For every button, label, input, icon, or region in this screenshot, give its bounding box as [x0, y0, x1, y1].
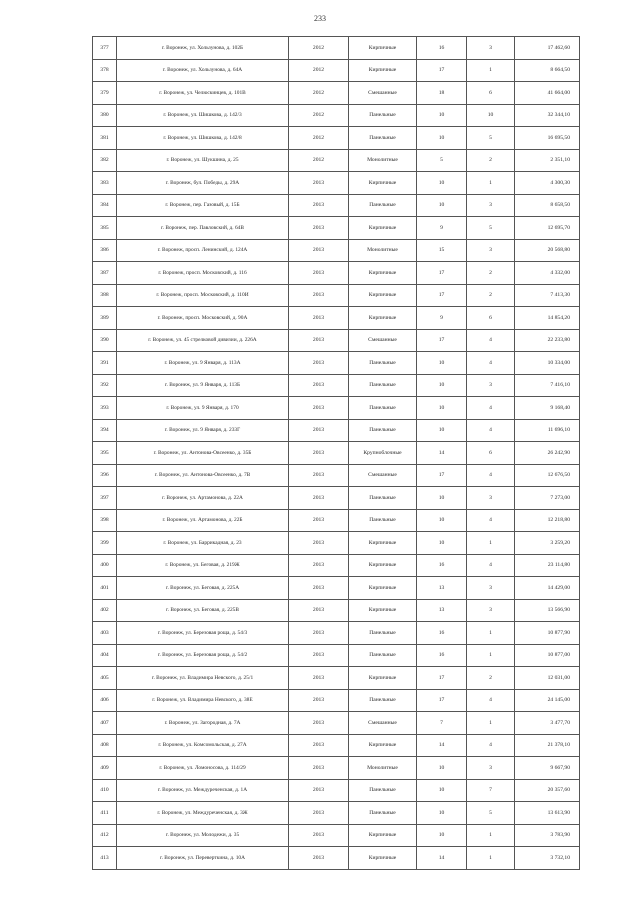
amount-cell: 2 351,10: [515, 149, 580, 172]
address-cell: г. Воронеж, ул. Переверткина, д. 10А: [117, 847, 289, 870]
entrances-cell: 3: [467, 374, 515, 397]
floors-cell: 15: [417, 239, 467, 262]
year-cell: 2013: [289, 442, 349, 465]
wall-material-cell: Кирпичные: [349, 577, 417, 600]
row-number-cell: 399: [93, 532, 117, 555]
entrances-cell: 4: [467, 419, 515, 442]
wall-material-cell: Панельные: [349, 397, 417, 420]
wall-material-cell: Смешанные: [349, 329, 417, 352]
row-number-cell: 380: [93, 104, 117, 127]
floors-cell: 17: [417, 464, 467, 487]
table-row: [93, 104, 580, 127]
table-row: [93, 532, 580, 555]
year-cell: 2013: [289, 464, 349, 487]
entrances-cell: 6: [467, 442, 515, 465]
address-cell: г. Воронеж, ул. Комсомольская, д. 27А: [117, 734, 289, 757]
amount-cell: 32 344,10: [515, 104, 580, 127]
floors-cell: 10: [417, 757, 467, 780]
amount-cell: 14 429,00: [515, 577, 580, 600]
wall-material-cell: Панельные: [349, 127, 417, 150]
amount-cell: 10 877,00: [515, 644, 580, 667]
address-cell: г. Воронеж, пер. Газовый, д. 15Б: [117, 194, 289, 217]
wall-material-cell: Панельные: [349, 622, 417, 645]
table-row: [93, 757, 580, 780]
amount-cell: 9 168,40: [515, 397, 580, 420]
address-cell: г. Воронеж, ул. Ломоносова, д. 114/29: [117, 757, 289, 780]
address-cell: г. Воронеж, ул. 9 Января, д. 113Б: [117, 374, 289, 397]
entrances-cell: 4: [467, 734, 515, 757]
table-row: [93, 59, 580, 82]
year-cell: 2013: [289, 734, 349, 757]
year-cell: 2013: [289, 847, 349, 870]
floors-cell: 16: [417, 554, 467, 577]
amount-cell: 24 145,00: [515, 689, 580, 712]
amount-cell: 4 332,00: [515, 262, 580, 285]
floors-cell: 10: [417, 509, 467, 532]
floors-cell: 10: [417, 779, 467, 802]
year-cell: 2013: [289, 284, 349, 307]
wall-material-cell: Монолитные: [349, 149, 417, 172]
entrances-cell: 4: [467, 464, 515, 487]
address-cell: г. Воронеж, ул. Междуреченская, д. 3Ж: [117, 802, 289, 825]
address-cell: г. Воронеж, просп. Московский, д. 110И: [117, 284, 289, 307]
table-row: [93, 374, 580, 397]
table-row: [93, 509, 580, 532]
address-cell: г. Воронеж, ул. 45 стрелковой дивизии, д. 226А: [117, 329, 289, 352]
row-number-cell: 409: [93, 757, 117, 780]
row-number-cell: 402: [93, 599, 117, 622]
address-cell: г. Воронеж, ул. Владимира Невского, д. 25/1: [117, 667, 289, 690]
table-row: [93, 644, 580, 667]
table-body: [93, 37, 580, 870]
floors-cell: 10: [417, 802, 467, 825]
year-cell: 2013: [289, 689, 349, 712]
row-number-cell: 389: [93, 307, 117, 330]
entrances-cell: 3: [467, 194, 515, 217]
table-row: [93, 284, 580, 307]
year-cell: 2013: [289, 757, 349, 780]
wall-material-cell: Панельные: [349, 689, 417, 712]
floors-cell: 10: [417, 532, 467, 555]
wall-material-cell: Кирпичные: [349, 172, 417, 195]
entrances-cell: 3: [467, 239, 515, 262]
address-cell: г. Воронеж, ул. Молодежи, д. 35: [117, 824, 289, 847]
year-cell: 2013: [289, 509, 349, 532]
floors-cell: 10: [417, 172, 467, 195]
year-cell: 2013: [289, 172, 349, 195]
amount-cell: 12 676,50: [515, 464, 580, 487]
year-cell: 2012: [289, 127, 349, 150]
year-cell: 2013: [289, 194, 349, 217]
entrances-cell: 3: [467, 37, 515, 60]
row-number-cell: 406: [93, 689, 117, 712]
floors-cell: 13: [417, 599, 467, 622]
amount-cell: 7 273,00: [515, 487, 580, 510]
entrances-cell: 1: [467, 712, 515, 735]
floors-cell: 16: [417, 644, 467, 667]
row-number-cell: 388: [93, 284, 117, 307]
wall-material-cell: Панельные: [349, 802, 417, 825]
wall-material-cell: Панельные: [349, 104, 417, 127]
row-number-cell: 408: [93, 734, 117, 757]
amount-cell: 3 783,90: [515, 824, 580, 847]
floors-cell: 17: [417, 59, 467, 82]
entrances-cell: 4: [467, 554, 515, 577]
table-row: [93, 487, 580, 510]
entrances-cell: 4: [467, 329, 515, 352]
amount-cell: 16 695,50: [515, 127, 580, 150]
wall-material-cell: Кирпичные: [349, 734, 417, 757]
entrances-cell: 7: [467, 779, 515, 802]
entrances-cell: 1: [467, 824, 515, 847]
row-number-cell: 382: [93, 149, 117, 172]
row-number-cell: 412: [93, 824, 117, 847]
row-number-cell: 397: [93, 487, 117, 510]
floors-cell: 10: [417, 419, 467, 442]
wall-material-cell: Кирпичные: [349, 532, 417, 555]
wall-material-cell: Кирпичные: [349, 217, 417, 240]
table-row: [93, 397, 580, 420]
entrances-cell: 1: [467, 172, 515, 195]
address-cell: г. Воронеж, ул. Хользунова, д. 64А: [117, 59, 289, 82]
row-number-cell: 381: [93, 127, 117, 150]
year-cell: 2013: [289, 644, 349, 667]
amount-cell: 13 566,90: [515, 599, 580, 622]
floors-cell: 5: [417, 149, 467, 172]
row-number-cell: 390: [93, 329, 117, 352]
year-cell: 2013: [289, 779, 349, 802]
row-number-cell: 413: [93, 847, 117, 870]
table-row: [93, 217, 580, 240]
address-cell: г. Воронеж, ул. Антонова-Овсеенко, д. 35Б: [117, 442, 289, 465]
row-number-cell: 392: [93, 374, 117, 397]
floors-cell: 10: [417, 397, 467, 420]
table-row: [93, 419, 580, 442]
entrances-cell: 1: [467, 532, 515, 555]
entrances-cell: 6: [467, 82, 515, 105]
amount-cell: 23 114,80: [515, 554, 580, 577]
floors-cell: 10: [417, 104, 467, 127]
table-row: [93, 847, 580, 870]
wall-material-cell: Кирпичные: [349, 59, 417, 82]
table-row: [93, 667, 580, 690]
entrances-cell: 5: [467, 802, 515, 825]
wall-material-cell: Кирпичные: [349, 847, 417, 870]
entrances-cell: 2: [467, 149, 515, 172]
table-row: [93, 689, 580, 712]
address-cell: г. Воронеж, ул. Шишкова, д. 142/3: [117, 104, 289, 127]
wall-material-cell: Панельные: [349, 509, 417, 532]
row-number-cell: 378: [93, 59, 117, 82]
wall-material-cell: Панельные: [349, 352, 417, 375]
wall-material-cell: Панельные: [349, 374, 417, 397]
page-number: 233: [314, 14, 326, 23]
row-number-cell: 401: [93, 577, 117, 600]
year-cell: 2013: [289, 667, 349, 690]
floors-cell: 13: [417, 577, 467, 600]
wall-material-cell: Панельные: [349, 644, 417, 667]
table-row: [93, 127, 580, 150]
address-cell: г. Воронеж, ул. Междуреченская, д. 1А: [117, 779, 289, 802]
address-cell: г. Воронеж, ул. Березовая роща, д. 54/2: [117, 644, 289, 667]
amount-cell: 4 300,30: [515, 172, 580, 195]
row-number-cell: 405: [93, 667, 117, 690]
row-number-cell: 404: [93, 644, 117, 667]
row-number-cell: 410: [93, 779, 117, 802]
floors-cell: 9: [417, 307, 467, 330]
row-number-cell: 386: [93, 239, 117, 262]
amount-cell: 7 416,10: [515, 374, 580, 397]
row-number-cell: 394: [93, 419, 117, 442]
amount-cell: 20 357,60: [515, 779, 580, 802]
address-cell: г. Воронеж, ул. Баррикадная, д. 23: [117, 532, 289, 555]
year-cell: 2013: [289, 307, 349, 330]
wall-material-cell: Панельные: [349, 779, 417, 802]
year-cell: 2012: [289, 149, 349, 172]
amount-cell: 8 664,50: [515, 59, 580, 82]
address-cell: г. Воронеж, ул. Артамонова, д. 22Б: [117, 509, 289, 532]
year-cell: 2012: [289, 59, 349, 82]
amount-cell: 8 658,50: [515, 194, 580, 217]
address-cell: г. Воронеж, просп. Московский, д. 116: [117, 262, 289, 285]
year-cell: 2013: [289, 239, 349, 262]
row-number-cell: 385: [93, 217, 117, 240]
floors-cell: 9: [417, 217, 467, 240]
year-cell: 2013: [289, 712, 349, 735]
wall-material-cell: Кирпичные: [349, 667, 417, 690]
address-cell: г. Воронеж, ул. Шишкова, д. 142/8: [117, 127, 289, 150]
table-row: [93, 329, 580, 352]
table-row: [93, 577, 580, 600]
table-row: [93, 442, 580, 465]
floors-cell: 7: [417, 712, 467, 735]
year-cell: 2013: [289, 802, 349, 825]
row-number-cell: 377: [93, 37, 117, 60]
year-cell: 2013: [289, 397, 349, 420]
amount-cell: 14 854,20: [515, 307, 580, 330]
year-cell: 2012: [289, 82, 349, 105]
wall-material-cell: Кирпичные: [349, 307, 417, 330]
table-row: [93, 239, 580, 262]
table-row: [93, 599, 580, 622]
entrances-cell: 5: [467, 127, 515, 150]
floors-cell: 10: [417, 824, 467, 847]
floors-cell: 10: [417, 487, 467, 510]
table-row: [93, 149, 580, 172]
wall-material-cell: Смешанные: [349, 712, 417, 735]
amount-cell: 3 732,10: [515, 847, 580, 870]
floors-cell: 17: [417, 284, 467, 307]
floors-cell: 10: [417, 194, 467, 217]
floors-cell: 14: [417, 442, 467, 465]
entrances-cell: 2: [467, 667, 515, 690]
year-cell: 2013: [289, 217, 349, 240]
floors-cell: 17: [417, 329, 467, 352]
entrances-cell: 1: [467, 59, 515, 82]
wall-material-cell: Кирпичные: [349, 262, 417, 285]
address-cell: г. Воронеж, просп. Ленинский, д. 124А: [117, 239, 289, 262]
address-cell: г. Воронеж, ул. Беговая, д. 225А: [117, 577, 289, 600]
entrances-cell: 6: [467, 307, 515, 330]
entrances-cell: 3: [467, 599, 515, 622]
entrances-cell: 1: [467, 644, 515, 667]
amount-cell: 26 242,90: [515, 442, 580, 465]
address-cell: г. Воронеж, ул. Антонова-Овсеенко, д. 7В: [117, 464, 289, 487]
entrances-cell: 1: [467, 847, 515, 870]
amount-cell: 21 378,10: [515, 734, 580, 757]
address-cell: г. Воронеж, ул. 9 Января, д. 113А: [117, 352, 289, 375]
floors-cell: 10: [417, 127, 467, 150]
entrances-cell: 5: [467, 217, 515, 240]
floors-cell: 16: [417, 622, 467, 645]
row-number-cell: 387: [93, 262, 117, 285]
amount-cell: 7 413,30: [515, 284, 580, 307]
year-cell: 2013: [289, 554, 349, 577]
year-cell: 2013: [289, 487, 349, 510]
wall-material-cell: Кирпичные: [349, 284, 417, 307]
amount-cell: 17 462,60: [515, 37, 580, 60]
entrances-cell: 3: [467, 577, 515, 600]
floors-cell: 17: [417, 689, 467, 712]
entrances-cell: 4: [467, 352, 515, 375]
address-cell: г. Воронеж, ул. Владимира Невского, д. 38Е: [117, 689, 289, 712]
amount-cell: 22 233,80: [515, 329, 580, 352]
amount-cell: 10 334,00: [515, 352, 580, 375]
row-number-cell: 407: [93, 712, 117, 735]
year-cell: 2013: [289, 622, 349, 645]
amount-cell: 20 568,80: [515, 239, 580, 262]
floors-cell: 14: [417, 847, 467, 870]
table-row: [93, 622, 580, 645]
wall-material-cell: Кирпичные: [349, 599, 417, 622]
row-number-cell: 403: [93, 622, 117, 645]
wall-material-cell: Крупноблочные: [349, 442, 417, 465]
address-cell: г. Воронеж, ул. Хользунова, д. 102Б: [117, 37, 289, 60]
entrances-cell: 4: [467, 689, 515, 712]
table-row: [93, 307, 580, 330]
address-cell: г. Воронеж, просп. Московский, д. 90А: [117, 307, 289, 330]
floors-cell: 10: [417, 374, 467, 397]
table-row: [93, 37, 580, 60]
table-row: [93, 824, 580, 847]
year-cell: 2013: [289, 262, 349, 285]
address-cell: г. Воронеж, пер. Павловский, д. 64В: [117, 217, 289, 240]
row-number-cell: 384: [93, 194, 117, 217]
amount-cell: 3 259,20: [515, 532, 580, 555]
floors-cell: 16: [417, 37, 467, 60]
year-cell: 2013: [289, 329, 349, 352]
entrances-cell: 10: [467, 104, 515, 127]
table-row: [93, 464, 580, 487]
row-number-cell: 393: [93, 397, 117, 420]
wall-material-cell: Смешанные: [349, 82, 417, 105]
table-row: [93, 712, 580, 735]
table-row: [93, 734, 580, 757]
year-cell: 2013: [289, 532, 349, 555]
floors-cell: 18: [417, 82, 467, 105]
row-number-cell: 383: [93, 172, 117, 195]
entrances-cell: 2: [467, 262, 515, 285]
address-cell: г. Воронеж, ул. 9 Января, д. 170: [117, 397, 289, 420]
row-number-cell: 379: [93, 82, 117, 105]
floors-cell: 14: [417, 734, 467, 757]
row-number-cell: 398: [93, 509, 117, 532]
year-cell: 2013: [289, 599, 349, 622]
address-cell: г. Воронеж, ул. Беговая, д. 219Ж: [117, 554, 289, 577]
entrances-cell: 4: [467, 397, 515, 420]
address-cell: г. Воронеж, ул. 9 Января, д. 233Г: [117, 419, 289, 442]
table-row: [93, 194, 580, 217]
wall-material-cell: Монолитные: [349, 757, 417, 780]
row-number-cell: 411: [93, 802, 117, 825]
entrances-cell: 3: [467, 757, 515, 780]
amount-cell: 12 031,00: [515, 667, 580, 690]
entrances-cell: 3: [467, 487, 515, 510]
amount-cell: 41 664,00: [515, 82, 580, 105]
year-cell: 2012: [289, 104, 349, 127]
row-number-cell: 391: [93, 352, 117, 375]
year-cell: 2013: [289, 577, 349, 600]
year-cell: 2013: [289, 374, 349, 397]
amount-cell: 11 696,10: [515, 419, 580, 442]
wall-material-cell: Смешанные: [349, 464, 417, 487]
row-number-cell: 395: [93, 442, 117, 465]
year-cell: 2012: [289, 37, 349, 60]
amount-cell: 13 613,90: [515, 802, 580, 825]
address-cell: г. Воронеж, ул. Загородная, д. 7А: [117, 712, 289, 735]
entrances-cell: 4: [467, 509, 515, 532]
wall-material-cell: Панельные: [349, 487, 417, 510]
wall-material-cell: Панельные: [349, 194, 417, 217]
floors-cell: 17: [417, 667, 467, 690]
address-cell: г. Воронеж, ул. Шукшина, д. 25: [117, 149, 289, 172]
housing-registry-table: [92, 36, 580, 870]
amount-cell: 10 877,90: [515, 622, 580, 645]
address-cell: г. Воронеж, ул. Челюскинцев, д. 101В: [117, 82, 289, 105]
table-row: [93, 172, 580, 195]
table-row: [93, 262, 580, 285]
address-cell: г. Воронеж, ул. Березовая роща, д. 54/3: [117, 622, 289, 645]
entrances-cell: 1: [467, 622, 515, 645]
table-row: [93, 802, 580, 825]
amount-cell: 3 477,70: [515, 712, 580, 735]
table-row: [93, 82, 580, 105]
floors-cell: 17: [417, 262, 467, 285]
wall-material-cell: Монолитные: [349, 239, 417, 262]
floors-cell: 10: [417, 352, 467, 375]
wall-material-cell: Панельные: [349, 419, 417, 442]
address-cell: г. Воронеж, ул. Артамонова, д. 22А: [117, 487, 289, 510]
amount-cell: 9 667,90: [515, 757, 580, 780]
wall-material-cell: Кирпичные: [349, 554, 417, 577]
year-cell: 2013: [289, 419, 349, 442]
year-cell: 2013: [289, 352, 349, 375]
address-cell: г. Воронеж, бул. Победы, д. 29А: [117, 172, 289, 195]
row-number-cell: 396: [93, 464, 117, 487]
entrances-cell: 2: [467, 284, 515, 307]
year-cell: 2013: [289, 824, 349, 847]
row-number-cell: 400: [93, 554, 117, 577]
wall-material-cell: Кирпичные: [349, 824, 417, 847]
table-row: [93, 554, 580, 577]
amount-cell: 12 218,80: [515, 509, 580, 532]
table-row: [93, 352, 580, 375]
address-cell: г. Воронеж, ул. Беговая, д. 225В: [117, 599, 289, 622]
table-row: [93, 779, 580, 802]
amount-cell: 12 695,70: [515, 217, 580, 240]
wall-material-cell: Кирпичные: [349, 37, 417, 60]
